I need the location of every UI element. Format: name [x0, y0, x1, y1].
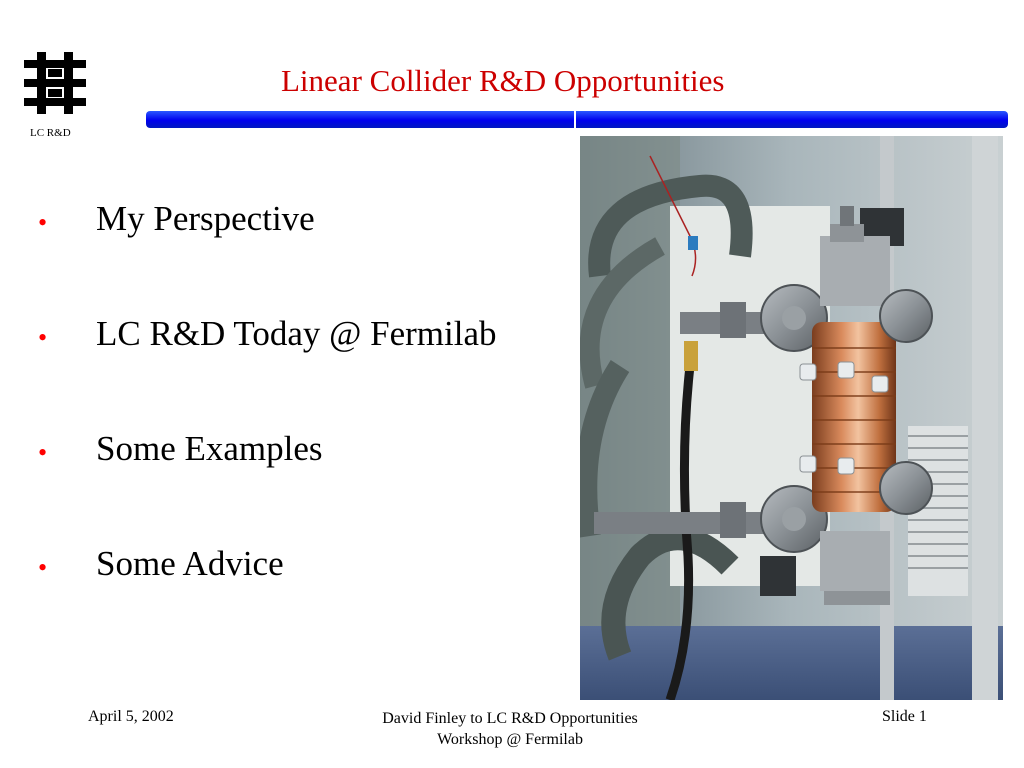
bullet-text: LC R&D Today @ Fermilab — [96, 314, 497, 353]
footer-date: April 5, 2002 — [88, 708, 174, 725]
accelerator-cavity-icon — [580, 136, 1003, 700]
bullet-text: Some Advice — [96, 544, 284, 583]
footer-presenter-line1: David Finley to LC R&D Opportunities — [382, 710, 638, 727]
bullet-text: My Perspective — [96, 199, 315, 238]
title-bar — [146, 111, 1008, 128]
footer-slide-number: Slide 1 — [882, 708, 927, 725]
bullet-icon: • — [38, 553, 48, 582]
bullet-text: Some Examples — [96, 429, 323, 468]
bullet-icon: • — [38, 323, 48, 352]
footer-presenter — [340, 708, 680, 750]
bullet-icon: • — [38, 208, 48, 237]
footer-presenter-line2: Workshop @ Fermilab — [437, 731, 583, 748]
bullet-icon: • — [38, 438, 48, 467]
slide-title: Linear Collider R&D Opportunities — [281, 63, 725, 98]
apparatus-photo — [580, 136, 1003, 700]
logo-label: LC R&D — [30, 127, 71, 139]
title-bar-divider — [574, 111, 576, 128]
fermilab-logo-icon — [24, 52, 86, 114]
